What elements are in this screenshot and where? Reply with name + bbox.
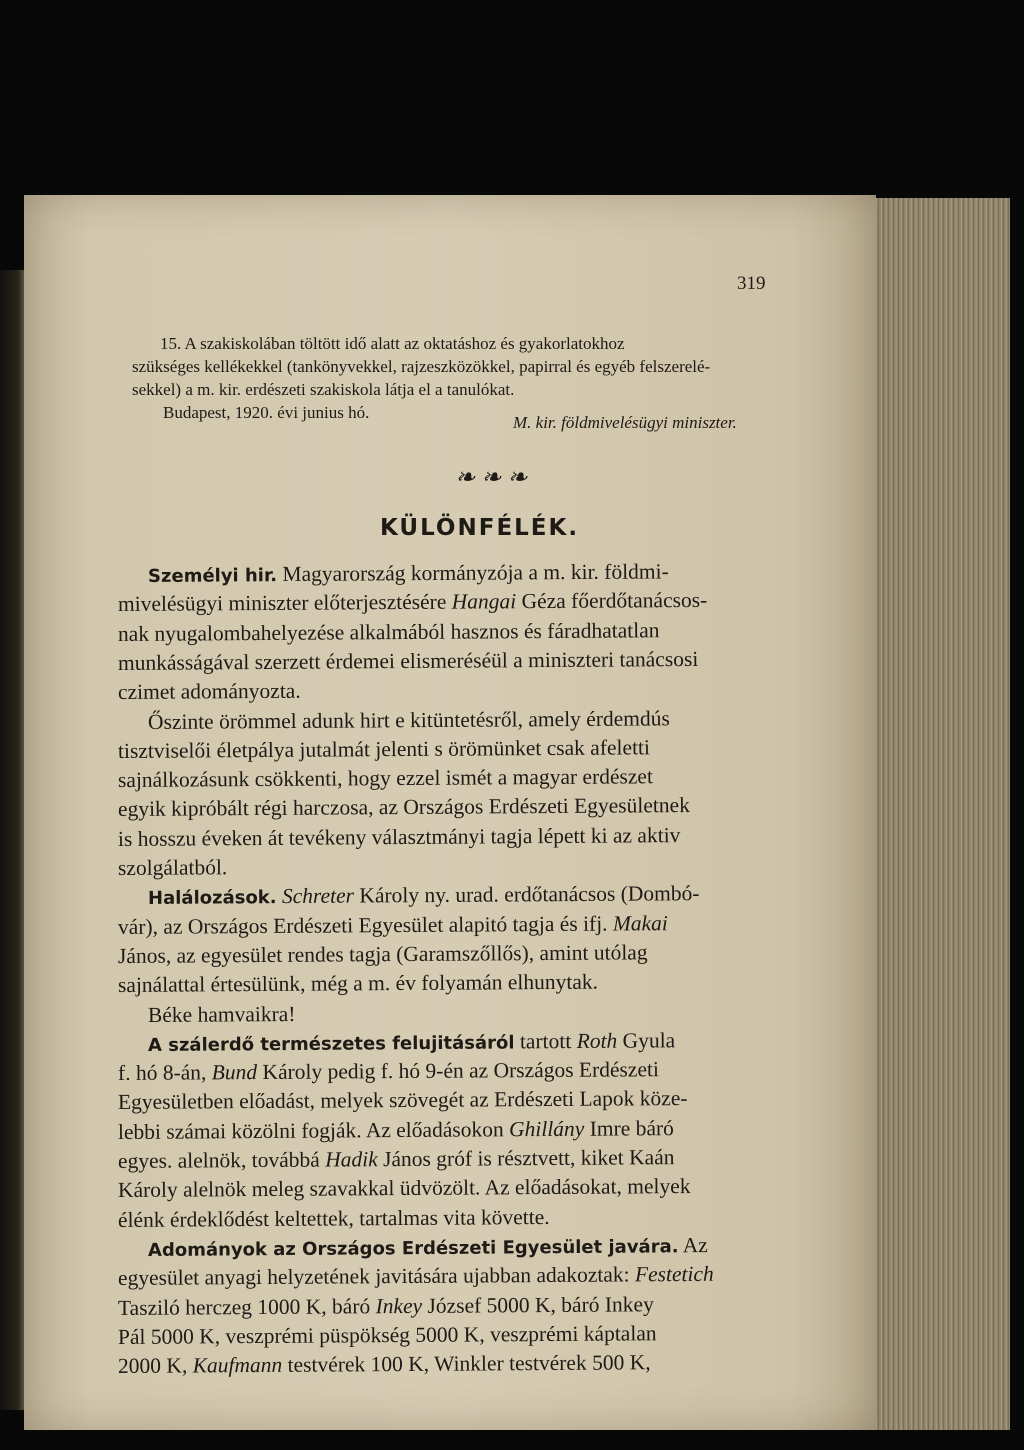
text-run: Magyarország kormányzója a m. kir. földmi-	[277, 559, 669, 587]
text-run: is hosszu éveken át tevékeny választmányi tagja lépett ki az aktiv	[117, 822, 681, 851]
article-line	[148, 1233, 708, 1262]
article-line	[118, 911, 668, 940]
italic-name: Bund	[211, 1060, 258, 1085]
italic-name: Hadik	[325, 1147, 378, 1172]
text-run: Tasziló herczeg 1000 K, báró	[117, 1293, 376, 1320]
text-run: Károly pedig f. hó 9-én az Országos Erdészeti	[257, 1057, 659, 1085]
decree-place-date: Budapest, 1920. évi junius hó.	[163, 403, 370, 422]
section-ornament: ❧ ❧ ❧	[455, 465, 528, 491]
text-run: lebbi számai közölni fogják. Az előadásokon	[117, 1116, 510, 1144]
text-run: munkásságával szerzett érdemei elismeréséül a miniszteri tanácsosi	[117, 646, 699, 675]
article-line	[118, 1321, 657, 1350]
text-run: tartott	[514, 1028, 577, 1054]
page-stack-edge	[870, 198, 1010, 1430]
article-line	[118, 1205, 550, 1233]
article-line	[118, 793, 690, 822]
italic-name: Makai	[612, 910, 668, 936]
article-line	[118, 735, 650, 764]
text-run: vár), az Országos Erdészeti Egyesület alapitó tagja és ifj.	[117, 911, 613, 939]
article-line	[148, 1001, 296, 1027]
article-line	[118, 679, 301, 705]
italic-name: Inkey	[375, 1293, 423, 1318]
article-line	[148, 559, 669, 588]
article-line	[118, 1086, 688, 1115]
text-run: mivelésügyi miniszter előterjesztésére	[117, 589, 452, 617]
run-in-heading: A szálerdő természetes felujitásáról	[147, 1032, 515, 1056]
text-run: Pál 5000 K, veszprémi püspökség 5000 K, veszprémi káptalan	[117, 1321, 657, 1349]
article-line	[118, 1116, 674, 1145]
text-run: élénk érdeklődést keltettek, tartalmas vita követte.	[117, 1204, 550, 1232]
decree-line: 15. A szakiskolában töltött idő alatt az oktatáshoz és gyakorlatokhoz	[160, 334, 625, 353]
article-line	[148, 881, 700, 910]
italic-name: Kaufmann	[192, 1352, 283, 1378]
italic-name: Ghillány	[508, 1116, 585, 1141]
article-line	[118, 1057, 659, 1086]
decree-line: szükséges kellékekkel (tankönyvekkel, rajzeszközökkel, papirral és egyéb felszerelé-	[132, 357, 711, 376]
run-in-heading: Halálozások.	[147, 887, 277, 910]
text-run: f. hó 8-án,	[117, 1060, 212, 1086]
decree-signature: M. kir. földmivelésügyi miniszter.	[513, 413, 737, 432]
italic-name: Roth	[576, 1028, 618, 1053]
text-run: Géza főerdőtanácsos-	[516, 588, 708, 614]
article-line	[118, 1350, 651, 1379]
page-number: 319	[737, 273, 766, 294]
article-line	[118, 823, 681, 852]
article-line	[118, 764, 653, 793]
article-line	[118, 1292, 654, 1321]
text-run: János, az egyesület rendes tagja (Garamszőllős), amint utólag	[117, 940, 648, 968]
italic-name: Festetich	[634, 1262, 714, 1287]
decree-line: sekkel) a m. kir. erdészeti szakiskola látja el a tanulókat.	[132, 380, 515, 399]
text-run: Az	[678, 1232, 708, 1258]
text-run: József 5000 K, báró Inkey	[422, 1291, 654, 1318]
text-run: Egyesületben előadást, melyek szövegét az Erdészeti Lapok köze-	[117, 1086, 688, 1115]
text-run: Gyula	[617, 1028, 676, 1053]
article-line	[118, 1174, 691, 1203]
article-line	[118, 618, 660, 647]
text-run: sajnálattal értesülünk, még a m. év folyamán elhunytak.	[117, 969, 599, 998]
text-run: sajnálkozásunk csökkenti, hogy ezzel ismét a magyar erdészet	[117, 764, 653, 793]
run-in-heading: Személyi hir.	[147, 565, 278, 587]
article-line	[118, 1145, 675, 1174]
text-run: Imre báró	[584, 1115, 674, 1141]
text-run: Károly alelnök meleg szavakkal üdvözölt. Az előadásokat, melyek	[117, 1174, 691, 1203]
article-line	[118, 647, 698, 676]
article-line	[148, 706, 670, 735]
text-run: egyesület anyagi helyzetének javitására ujabban adakoztak:	[117, 1262, 636, 1291]
text-run: Károly ny. urad. erdőtanácsos (Dombó-	[353, 881, 700, 908]
article-line	[148, 1028, 675, 1057]
text-run: szolgálatból.	[117, 855, 228, 880]
run-in-heading: Adományok az Országos Erdészeti Egyesület javára.	[147, 1236, 679, 1261]
article-line	[118, 588, 707, 617]
section-title: KÜLÖNFÉLÉK.	[380, 515, 580, 541]
article-line	[118, 970, 598, 998]
text-run: czimet adományozta.	[117, 678, 301, 705]
text-run: egyes. alelnök, továbbá	[117, 1147, 326, 1173]
article-line	[118, 1262, 714, 1291]
italic-name: Hangai	[451, 589, 517, 614]
article-line	[118, 855, 227, 881]
text-run: nak nyugalombahelyezése alkalmából hasznos és fáradhatatlan	[117, 617, 660, 646]
text-run: Béke hamvaikra!	[147, 1001, 296, 1027]
text-run: János gróf is résztvett, kiket Kaán	[377, 1145, 675, 1172]
article-line	[118, 940, 648, 969]
italic-name: Schreter	[281, 883, 355, 909]
text-run: 2000 K,	[117, 1353, 193, 1379]
text-run: egyik kipróbált régi harczosa, az Országos Erdészeti Egyesületnek	[117, 793, 690, 822]
text-run: tisztviselői életpálya jutalmát jelenti s örömünket csak afeletti	[117, 735, 651, 763]
text-run: Őszinte örömmel adunk hirt e kitüntetésről, amely érdemdús	[147, 705, 670, 734]
text-run: testvérek 100 K, Winkler testvérek 500 K,	[282, 1350, 651, 1377]
